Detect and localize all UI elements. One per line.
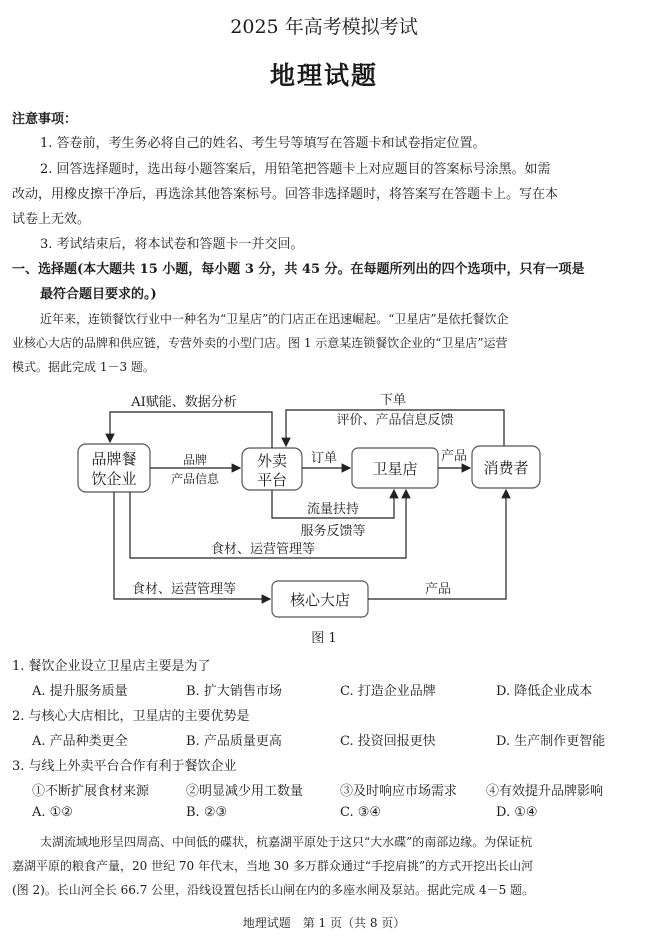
notice-item-2-line1: 2. 回答选择题时，选出每小题答案后，用铅笔把答题卡上对应题目的答案标号涂黑。如需	[40, 162, 551, 177]
label-feedback-top: 评价、产品信息反馈	[336, 413, 454, 428]
label-product-2: 产品	[424, 582, 452, 597]
notice-item-1: 1. 答卷前，考生务必将自己的姓名、考生号等填写在答题卡和试卷指定位置。	[40, 136, 486, 151]
label-ingredients-mid: 食材、运营管理等	[210, 542, 316, 557]
figure1-caption: 图 1	[311, 631, 337, 646]
exam-title: 2025 年高考模拟考试	[230, 16, 418, 38]
subject-title: 地理试题	[269, 61, 378, 90]
question-1-stem: 1. 餐饮企业设立卫星店主要是为了	[12, 659, 211, 674]
box-brand-line2: 饮企业	[91, 470, 137, 488]
label-traffic: 流量扶持	[306, 502, 360, 517]
question-2-stem: 2. 与核心大店相比，卫星店的主要优势是	[12, 709, 250, 724]
section-heading-line2: 最符合题目要求的。)	[40, 287, 157, 302]
page-footer: 地理试题 第 1 页（共 8 页）	[242, 916, 406, 930]
passage1-line3: 模式。据此完成 1－3 题。	[12, 360, 155, 374]
q3-option-d[interactable]: D. ①④	[496, 805, 538, 820]
q3-statement-3: ③及时响应市场需求	[340, 784, 458, 799]
q3-statement-1: ①不断扩展食材来源	[32, 784, 150, 799]
q2-option-c[interactable]: C. 投资回报更快	[340, 734, 436, 749]
label-service: 服务反馈等	[300, 524, 366, 539]
label-order-top: 下单	[379, 393, 407, 408]
box-consumer-text: 消费者	[483, 459, 529, 477]
notice-item-2-line2: 改动，用橡皮擦干净后，再选涂其他答案标号。回答非选择题时，将答案写在答题卡上。写在本	[12, 187, 559, 202]
q3-option-a[interactable]: A. ①②	[32, 805, 73, 820]
box-platform-line2: 平台	[256, 471, 288, 489]
notice-item-2-line3: 试卷上无效。	[12, 212, 91, 227]
label-ingredients-bottom: 食材、运营管理等	[131, 582, 237, 597]
q2-option-a[interactable]: A. 产品种类更全	[32, 734, 128, 749]
q2-option-b[interactable]: B. 产品质量更高	[186, 734, 282, 749]
arrow-ai-loop	[110, 412, 272, 448]
q3-option-c[interactable]: C. ③④	[340, 805, 382, 820]
passage2-line2: 嘉湖平原的粮食产量，20 世纪 70 年代末，当地 30 多万群众通过“手挖肩挑”的方式开挖出长山河	[12, 859, 534, 873]
passage2-line1: 太湖流域地形呈四周高、中间低的碟状，杭嘉湖平原处于这只“大水碟”的南部边缘。为保证杭	[40, 835, 533, 849]
box-brand-line1: 品牌餐	[91, 450, 137, 468]
passage2-line3: (图 2)。长山河全长 66.7 公里，沿线设置包括长山闸在内的多座水闸及泵站。据此完成 4－5 题。	[12, 883, 535, 897]
figure1-diagram	[70, 386, 570, 626]
q3-statement-2: ②明显减少用工数量	[186, 784, 304, 799]
q1-option-a[interactable]: A. 提升服务质量	[32, 684, 128, 699]
label-order: 订单	[310, 451, 338, 466]
label-product-info: 产品信息	[170, 472, 220, 486]
box-satellite-text: 卫星店	[372, 460, 418, 478]
q1-option-d[interactable]: D. 降低企业成本	[496, 684, 593, 699]
passage1-line1: 近年来，连锁餐饮行业中一种名为“卫星店”的门店正在迅速崛起。“卫星店”是依托餐饮企	[40, 312, 509, 326]
q1-option-b[interactable]: B. 扩大销售市场	[186, 684, 282, 699]
label-product-1: 产品	[440, 449, 468, 464]
box-platform-line1: 外卖	[256, 452, 288, 470]
label-ai: AI赋能、数据分析	[131, 395, 237, 410]
section-heading-line1: 一、选择题(本大题共 15 小题，每小题 3 分，共 45 分。在每题所列出的四个选项中，只有一项是	[12, 262, 585, 277]
notice-item-3: 3. 考试结束后，将本试卷和答题卡一并交回。	[40, 237, 304, 252]
label-brand: 品牌	[182, 453, 208, 467]
notice-heading: 注意事项：	[12, 112, 78, 127]
box-core-text: 核心大店	[289, 591, 351, 609]
passage1-line2: 业核心大店的品牌和供应链，专营外卖的小型门店。图 1 示意某连锁餐饮企业的“卫星店”运营	[12, 336, 508, 350]
question-3-stem: 3. 与线上外卖平台合作有利于餐饮企业	[12, 759, 237, 774]
q2-option-d[interactable]: D. 生产制作更智能	[496, 734, 606, 749]
q1-option-c[interactable]: C. 打造企业品牌	[340, 684, 436, 699]
q3-statement-4: ④有效提升品牌影响	[486, 784, 604, 799]
q3-option-b[interactable]: B. ②③	[186, 805, 228, 820]
